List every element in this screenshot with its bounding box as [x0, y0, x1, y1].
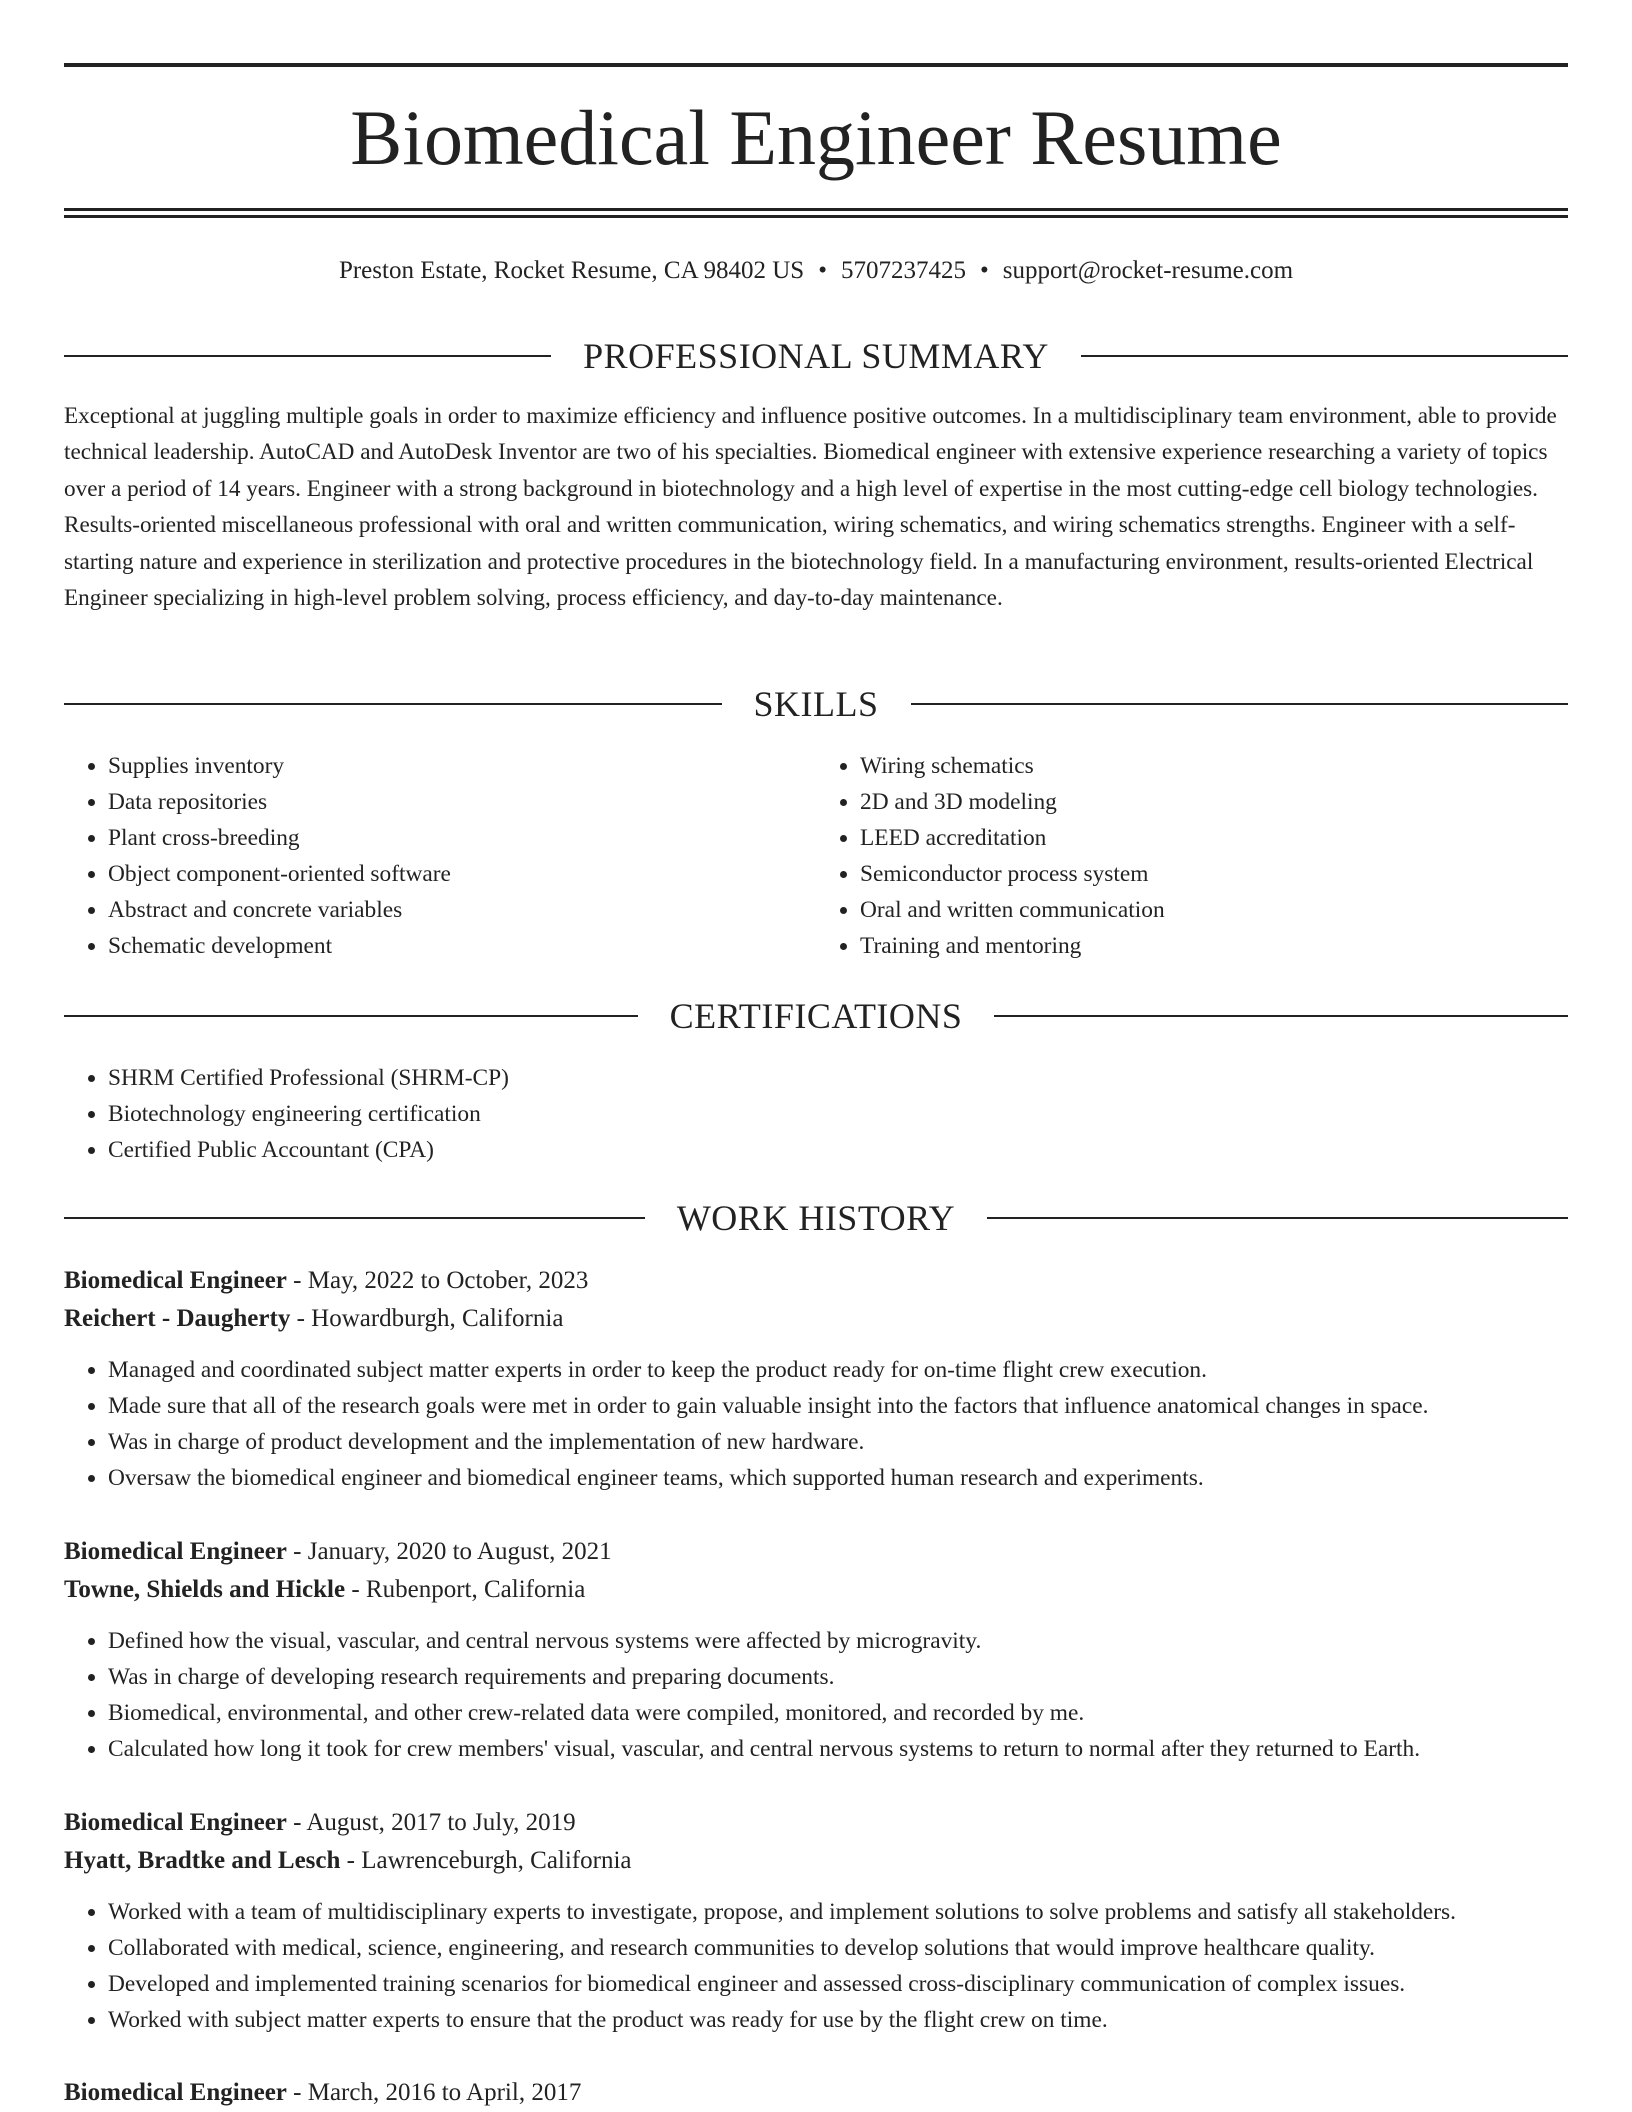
job-bullet: • Worked with a team of multidisciplinary experts to investigate, propose, and implement solutions to solve problems and satisfy all stakeholders. [108, 1894, 1568, 1930]
section-title: PROFESSIONAL SUMMARY [583, 336, 1049, 376]
job-dates: - January, 2020 to August, 2021 [286, 1538, 612, 1565]
skill-item: • Plant cross-breeding [108, 820, 816, 856]
section-rule [64, 355, 551, 357]
job-bullet: • Made sure that all of the research goals were met in order to gain valuable insight into the factors that influence anatomical changes in space. [108, 1388, 1568, 1424]
job-title: Biomedical Engineer [64, 1538, 287, 1565]
contact-address: Preston Estate, Rocket Resume, CA 98402 US [338, 257, 805, 284]
skills-list [64, 748, 1568, 964]
job-title: Biomedical Engineer [64, 2079, 287, 2106]
job-entry [64, 1804, 1568, 2038]
job-bullets [64, 1623, 1568, 1767]
job-dates: - March, 2016 to April, 2017 [286, 2079, 582, 2106]
certification-item: • SHRM Certified Professional (SHRM-CP) [108, 1060, 1568, 1096]
skills-column-right [816, 748, 1568, 964]
job-company: Reichert - Daugherty [64, 1305, 291, 1332]
section-title: SKILLS [753, 684, 879, 724]
skill-item: • Object component-oriented software [108, 856, 816, 892]
skill-item: • LEED accreditation [860, 820, 1568, 856]
skill-item: • Wiring schematics [860, 748, 1568, 784]
skill-item: • Oral and written communication [860, 892, 1568, 928]
job-company: Towne, Shields and Hickle [64, 1576, 346, 1603]
skills-column-left [64, 748, 816, 964]
job-company-line [64, 1842, 1568, 1880]
job-dates: - August, 2017 to July, 2019 [286, 1809, 576, 1836]
job-entry [64, 1262, 1568, 1496]
job-company-line [64, 1571, 1568, 1609]
job-bullet: • Biomedical, environmental, and other crew-related data were compiled, monitored, and recorded by me. [108, 1695, 1568, 1731]
job-title: Biomedical Engineer [64, 1809, 287, 1836]
section-rule [987, 1217, 1568, 1219]
job-title-line [64, 1533, 1568, 1571]
contact-phone: 5707237425 [840, 257, 966, 284]
section-rule [64, 1217, 645, 1219]
skill-item: • Abstract and concrete variables [108, 892, 816, 928]
job-bullets [64, 1352, 1568, 1496]
job-location: - Howardburgh, California [290, 1305, 564, 1332]
skill-item: • Supplies inventory [108, 748, 816, 784]
job-bullet: • Collaborated with medical, science, engineering, and research communities to develop solutions that would improve healthcare quality. [108, 1930, 1568, 1966]
job-company: Hyatt, Bradtke and Lesch [64, 1847, 341, 1874]
section-rule [994, 1015, 1568, 1017]
certifications-list [64, 1060, 1568, 1168]
section-rule [911, 703, 1569, 705]
skill-item: • Schematic development [108, 928, 816, 964]
job-bullet: • Defined how the visual, vascular, and central nervous systems were affected by microgravity. [108, 1623, 1568, 1659]
section-title: WORK HISTORY [676, 1198, 956, 1238]
job-bullet: • Was in charge of developing research requirements and preparing documents. [108, 1659, 1568, 1695]
summary-text: Exceptional at juggling multiple goals in order to maximize efficiency and influence positive outcomes. In a multidisciplinary team environment, able to provide technical leadership. AutoCAD and AutoDesk Inventor are two of his specialties. Biomedical engineer with extensive experience researching a variety of topics over a period of 14 years. Engineer with a strong background in biotechnology and a high level of expertise in the most cutting-edge cell biology technologies. Results-oriented miscellaneous professional with oral and written communication, wiring schematics, and wiring schematics strengths. Engineer with a self-starting nature and experience in sterilization and protective procedures in the biotechnology field. In a manufacturing environment, results-oriented Electrical Engineer specializing in high-level problem solving, process efficiency, and day-to-day maintenance. [64, 403, 1557, 612]
job-bullet: • Was in charge of product development and the implementation of new hardware. [108, 1424, 1568, 1460]
header-double-rule [64, 208, 1568, 218]
section-header-certifications [64, 994, 1568, 1038]
skill-item: • Semiconductor process system [860, 856, 1568, 892]
job-title: Biomedical Engineer [64, 1267, 287, 1294]
job-bullets [64, 1894, 1568, 2038]
job-title-line [64, 2074, 1568, 2112]
section-header-skills [64, 682, 1568, 726]
certification-item: • Biotechnology engineering certification [108, 1096, 1568, 1132]
job-bullet: • Worked with subject matter experts to ensure that the product was ready for use by the flight crew on time. [108, 2002, 1568, 2038]
section-rule [64, 703, 722, 705]
job-bullet: • Developed and implemented training scenarios for biomedical engineer and assessed cross-disciplinary communication of complex issues. [108, 1966, 1568, 2002]
skill-item: • 2D and 3D modeling [860, 784, 1568, 820]
page-title: Biomedical Engineer Resume [350, 94, 1282, 181]
certification-item: • Certified Public Accountant (CPA) [108, 1132, 1568, 1168]
contact-separator: • [979, 257, 989, 284]
job-bullet: • Managed and coordinated subject matter experts in order to keep the product ready for on-time flight crew execution. [108, 1352, 1568, 1388]
contact-email: support@rocket-resume.com [1002, 257, 1294, 284]
job-location: - Lawrenceburgh, California [340, 1847, 632, 1874]
job-title-line [64, 1804, 1568, 1842]
job-entry [64, 2074, 1568, 2112]
section-header-summary [64, 334, 1568, 378]
skill-item: • Training and mentoring [860, 928, 1568, 964]
job-dates: - May, 2022 to October, 2023 [286, 1267, 589, 1294]
contact-separator: • [818, 257, 827, 284]
section-header-work-history [64, 1196, 1568, 1240]
job-location: - Rubenport, California [345, 1576, 586, 1603]
header-top-rule [64, 63, 1568, 67]
job-title-line [64, 1262, 1568, 1300]
section-rule [64, 1015, 638, 1017]
job-bullet: • Calculated how long it took for crew members' visual, vascular, and central nervous systems to return to normal after they returned to Earth. [108, 1731, 1568, 1767]
section-rule [1081, 355, 1568, 357]
job-bullet: • Oversaw the biomedical engineer and biomedical engineer teams, which supported human research and experiments. [108, 1460, 1568, 1496]
skill-item: • Data repositories [108, 784, 816, 820]
job-entry [64, 1533, 1568, 1767]
section-title: CERTIFICATIONS [669, 996, 963, 1036]
contact-line [64, 254, 1568, 288]
job-company-line [64, 1300, 1568, 1338]
